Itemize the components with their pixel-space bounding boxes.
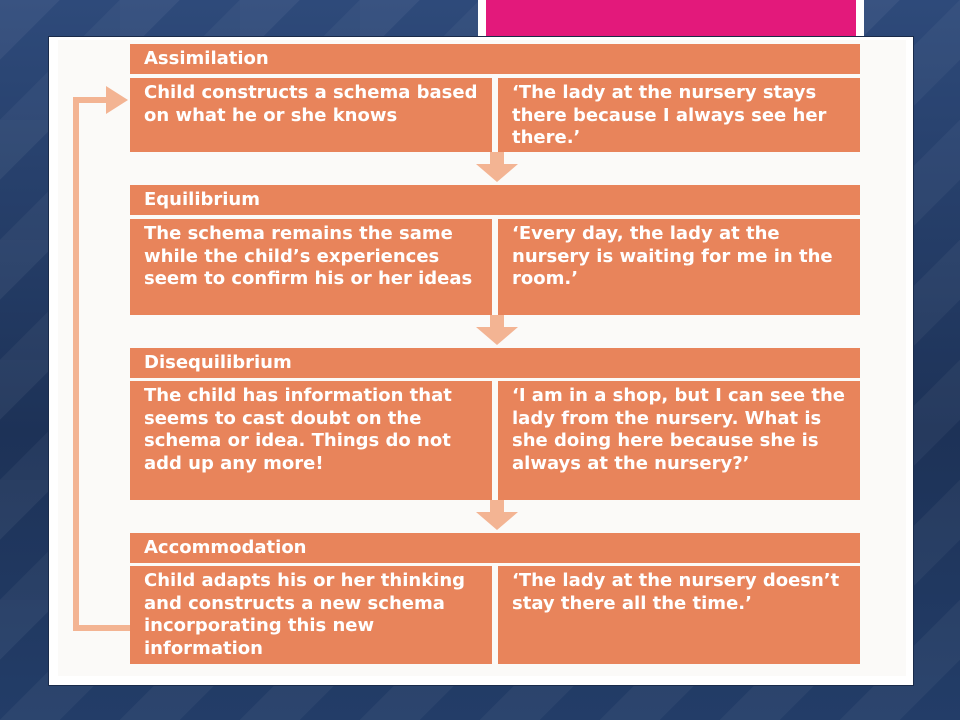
stage-example-assimilation: ‘The lady at the nursery stays there because I always see her there.’ <box>498 78 860 152</box>
stage-title-assimilation: Assimilation <box>130 44 860 74</box>
stage-description-disequilibrium: The child has information that seems to cast doubt on the schema or idea. Things do not add up any more! <box>130 381 492 500</box>
stage-description-accommodation: Child adapts his or her thinking and constructs a new schema incorporating this new information <box>130 566 492 664</box>
stage-example-equilibrium: ‘Every day, the lady at the nursery is waiting for me in the room.’ <box>498 219 860 315</box>
stage-title-accommodation: Accommodation <box>130 533 860 563</box>
stage-description-equilibrium: The schema remains the same while the child’s experiences seem to confirm his or her ideas <box>130 219 492 315</box>
stage-title-disequilibrium: Disequilibrium <box>130 348 860 378</box>
stage-example-accommodation: ‘The lady at the nursery doesn’t stay there all the time.’ <box>498 566 860 664</box>
stage-description-assimilation: Child constructs a schema based on what he or she knows <box>130 78 492 152</box>
stage-title-equilibrium: Equilibrium <box>130 185 860 215</box>
stage-example-disequilibrium: ‘I am in a shop, but I can see the lady from the nursery. What is she doing here because she is always at the nursery?’ <box>498 381 860 500</box>
